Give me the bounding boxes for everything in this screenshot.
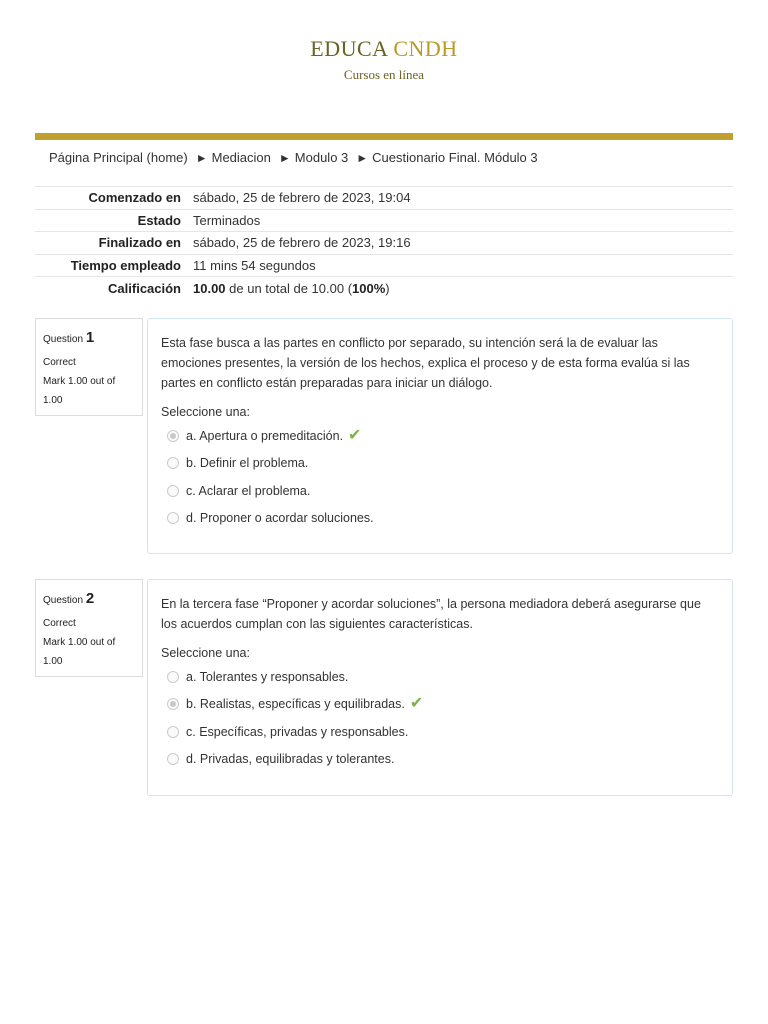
question-label: Question — [43, 595, 84, 606]
radio-button[interactable] — [167, 726, 179, 738]
question-mark: Mark 1.00 out of 1.00 — [43, 636, 116, 667]
question-number — [43, 585, 135, 614]
grade-end-text: ) — [385, 281, 390, 297]
answer-prompt: Seleccione una: — [161, 646, 250, 660]
answer-option[interactable] — [161, 663, 719, 691]
checkmark-icon: ✔ — [348, 426, 362, 444]
summary-value: sábado, 25 de febrero de 2023, 19:16 — [193, 235, 411, 251]
question-info-2 — [35, 579, 143, 677]
question-content-2 — [147, 579, 733, 796]
answer-option[interactable] — [161, 450, 719, 478]
summary-value: 11 mins 54 segundos — [193, 258, 316, 274]
summary-value — [193, 281, 390, 296]
question-number-value: 2 — [85, 590, 95, 607]
checkmark-icon: ✔ — [409, 695, 424, 713]
question-status: Correct — [43, 617, 76, 629]
grade-percent: 100% — [352, 281, 386, 297]
summary-label: Finalizado en — [98, 235, 181, 251]
grade-score: 10.00 — [193, 281, 226, 297]
breadcrumb-link-home[interactable]: Página Principal (home) — [49, 150, 188, 165]
summary-row-finished — [35, 232, 733, 255]
breadcrumb-link-mediacion[interactable]: Mediacion — [211, 150, 271, 165]
radio-button[interactable] — [167, 753, 179, 765]
site-logo[interactable] — [0, 36, 768, 62]
answer-option-label: b. Realistas, específicas y equilibradas. — [186, 697, 405, 712]
summary-label: Tiempo empleado — [70, 258, 181, 274]
answer-option[interactable] — [161, 477, 719, 505]
summary-row-state — [35, 210, 733, 233]
question-mark: Mark 1.00 out of 1.00 — [43, 375, 116, 406]
question-number — [43, 324, 135, 353]
summary-label: Calificación — [108, 281, 181, 297]
answer-option-label: b. Definir el problema. — [186, 456, 309, 471]
question-text: En la tercera fase “Proponer y acordar soluciones”, la persona mediadora deberá asegurarse que los acuerdos cumplan con las siguientes características. — [161, 597, 701, 631]
summary-value: sábado, 25 de febrero de 2023, 19:04 — [193, 190, 411, 206]
question-text: Esta fase busca a las partes en conflicto por separado, su intención será la de evaluar las emociones presentes, la versión de los hechos, explica el proceso y de esta forma evalúa si las partes en conflicto están preparadas para iniciar un diálogo. — [161, 336, 690, 390]
question-number-value: 1 — [85, 329, 95, 346]
summary-label: Comenzado en — [88, 190, 181, 206]
question-status: Correct — [43, 356, 76, 368]
grade-middle-text: de un total de 10.00 ( — [225, 281, 353, 297]
radio-button-selected[interactable] — [167, 698, 179, 710]
answer-option[interactable] — [161, 691, 719, 719]
breadcrumb — [49, 150, 538, 165]
question-info-1 — [35, 318, 143, 416]
breadcrumb-separator-icon: ► — [278, 151, 291, 165]
site-tagline: Cursos en línea — [343, 67, 425, 82]
header-divider-bar — [35, 133, 733, 140]
answer-option-label: d. Proponer o acordar soluciones. — [186, 511, 374, 526]
summary-label: Estado — [137, 212, 181, 228]
breadcrumb-separator-icon: ► — [195, 151, 208, 165]
answer-option-label: a. Tolerantes y responsables. — [186, 669, 349, 684]
radio-button[interactable] — [167, 457, 179, 469]
breadcrumb-separator-icon: ► — [356, 151, 369, 165]
summary-row-time — [35, 255, 733, 278]
logo-text-educa: EDUCA — [310, 36, 388, 61]
radio-button[interactable] — [167, 485, 179, 497]
radio-button-selected[interactable] — [167, 430, 179, 442]
answer-option-label: c. Específicas, privadas y responsables. — [186, 724, 409, 739]
answer-option[interactable] — [161, 505, 719, 533]
summary-row-started — [35, 187, 733, 210]
answer-prompt: Seleccione una: — [161, 405, 250, 419]
answer-option-label: d. Privadas, equilibradas y tolerantes. — [186, 752, 395, 767]
answer-option[interactable] — [161, 718, 719, 746]
attempt-summary-table — [35, 186, 733, 300]
site-header — [0, 0, 768, 133]
breadcrumb-link-cuestionario[interactable]: Cuestionario Final. Módulo 3 — [372, 150, 538, 165]
radio-button[interactable] — [167, 671, 179, 683]
breadcrumb-link-modulo-3[interactable]: Modulo 3 — [294, 150, 349, 165]
answer-option-label: a. Apertura o premeditación. — [186, 428, 344, 443]
summary-value: Terminados — [193, 212, 261, 228]
answer-option[interactable] — [161, 746, 719, 774]
answer-option-label: c. Aclarar el problema. — [186, 483, 311, 498]
summary-row-grade — [35, 277, 733, 300]
question-content-1 — [147, 318, 733, 554]
answer-option[interactable] — [161, 422, 719, 450]
question-label: Question — [43, 334, 84, 345]
radio-button[interactable] — [167, 512, 179, 524]
logo-text-cndh: CNDH — [393, 36, 458, 61]
